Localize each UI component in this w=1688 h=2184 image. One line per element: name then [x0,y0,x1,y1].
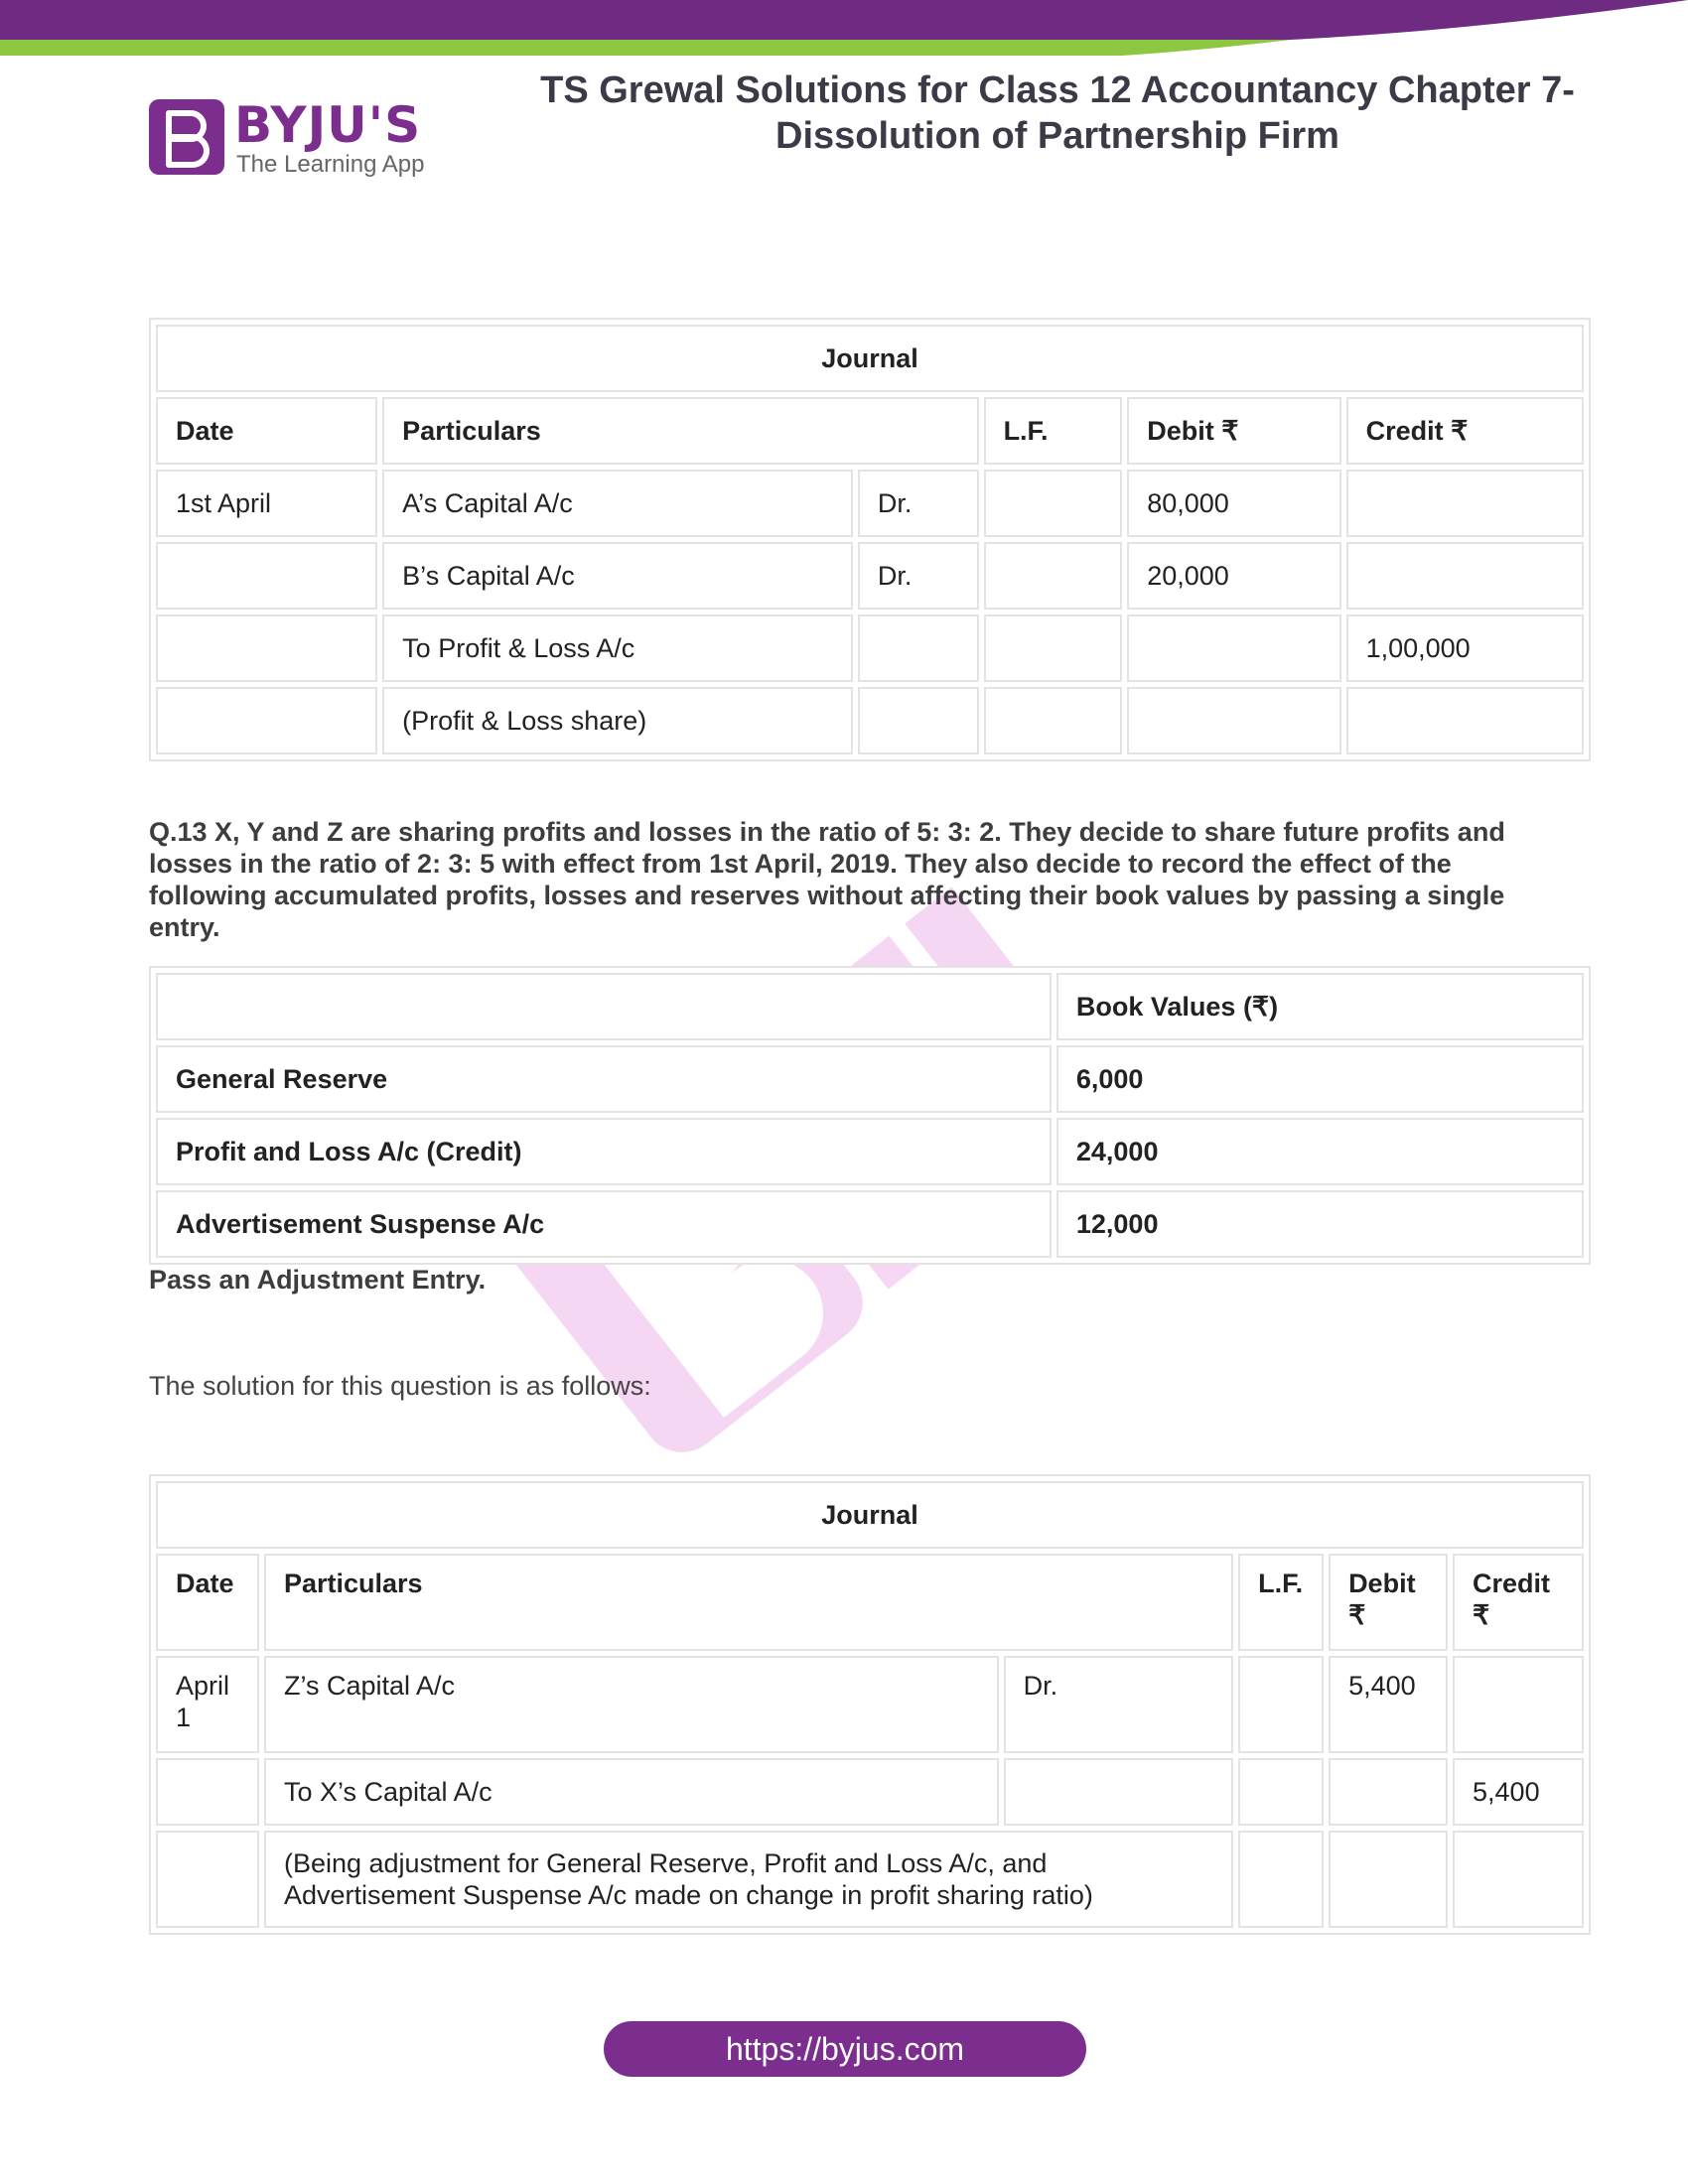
cell-credit [1346,470,1584,537]
cell-debit [1329,1758,1448,1826]
cell-lf [1238,1758,1324,1826]
cell-date [156,614,377,682]
header-lf: L.F. [1238,1554,1324,1651]
table-row [156,542,1584,610]
cell-dr [858,614,979,682]
header-lf: L.F. [984,397,1123,465]
cell-debit: 20,000 [1127,542,1340,610]
header-book-values: Book Values (₹) [1056,973,1584,1040]
solution-intro: The solution for this question is as follows: [149,1371,651,1401]
empty-header-cell [156,973,1052,1040]
cell-date [156,1758,259,1826]
journal-table-2 [149,1474,1591,1935]
question-text: Q.13 X, Y and Z are sharing profits and losses in the ratio of 5: 3: 2. They decide to share future profits and losses in the ratio of 2: 3: 5 with effect from 1st April, 2019. They also decide to record the effect of the following accumulated profits, losses and reserves without affecting their book values by passing a single entry. [149,817,1505,942]
cell-particulars: B’s Capital A/c [382,542,853,610]
byjus-link-button[interactable]: https://byjus.com [604,2021,1086,2077]
header-date: Date [156,397,377,465]
brand-name: BYJU'S [234,96,422,154]
cell-value: 12,000 [1056,1190,1584,1258]
cell-credit-empty [1453,1831,1584,1928]
journal-header-row [156,397,1584,465]
cell-credit [1346,687,1584,754]
byjus-logo-icon [147,97,226,177]
cell-dr [858,687,979,754]
journal-title: Journal [156,325,1584,392]
cell-lf [984,687,1123,754]
cell-credit: 5,400 [1453,1758,1584,1826]
cell-dr [1004,1758,1233,1826]
cell-item: Advertisement Suspense A/c [156,1190,1052,1258]
instruction-text: Pass an Adjustment Entry. [149,1265,487,1295]
header-date: Date [156,1554,259,1651]
journal-header-row [156,1554,1584,1651]
cell-particulars: To Profit & Loss A/c [382,614,853,682]
cell-item: General Reserve [156,1045,1052,1113]
table-row [156,470,1584,537]
cell-item: Profit and Loss A/c (Credit) [156,1118,1052,1185]
header-debit: Debit ₹ [1329,1554,1448,1651]
header-debit: Debit ₹ [1127,397,1340,465]
cell-particulars: (Profit & Loss share) [382,687,853,754]
header-band [0,0,1688,62]
cell-lf [984,470,1123,537]
book-values-table [149,966,1591,1265]
cell-credit: 1,00,000 [1346,614,1584,682]
cell-debit: 5,400 [1329,1656,1448,1753]
cell-debit [1127,614,1340,682]
header-credit: Credit ₹ [1453,1554,1584,1651]
cell-date: 1st April [156,470,377,537]
cell-lf [1238,1656,1324,1753]
cell-value: 24,000 [1056,1118,1584,1185]
table-row [156,687,1584,754]
cell-lf [984,614,1123,682]
journal-table-1 [149,318,1591,761]
journal-title: Journal [156,1481,1584,1549]
brand-tagline: The Learning App [236,151,425,178]
cell-particulars: To X’s Capital A/c [264,1758,999,1826]
header-particulars: Particulars [264,1554,1233,1651]
page-title-line-2: Dissolution of Partnership Firm [775,115,1339,157]
table-row [156,1045,1584,1113]
table-row [156,1831,1584,1928]
journal-title-row [156,1481,1584,1549]
cell-narration: (Being adjustment for General Reserve, Profit and Loss A/c, and Advertisement Suspense A/c made on change in profit sharing ratio) [264,1831,1233,1928]
table-row [156,614,1584,682]
table-row [156,1656,1584,1753]
table-row [156,1118,1584,1185]
cell-particulars: A’s Capital A/c [382,470,853,537]
cell-debit-empty [1329,1831,1448,1928]
cell-date: April 1 [156,1656,259,1753]
byjus-logo[interactable] [147,95,435,185]
header-credit: Credit ₹ [1346,397,1584,465]
cell-dr: Dr. [1004,1656,1233,1753]
book-values-header-row [156,973,1584,1040]
page-title-line-1: TS Grewal Solutions for Class 12 Accountancy Chapter 7- [540,69,1575,111]
cell-lf-empty [1238,1831,1324,1928]
table-row [156,1190,1584,1258]
cell-date-empty [156,1831,259,1928]
cell-particulars: Z’s Capital A/c [264,1656,999,1753]
cell-value: 6,000 [1056,1045,1584,1113]
cell-debit [1127,687,1340,754]
cell-debit: 80,000 [1127,470,1340,537]
journal-title-row [156,325,1584,392]
cell-dr: Dr. [858,542,979,610]
cell-credit [1453,1656,1584,1753]
header-particulars: Particulars [382,397,978,465]
cell-date [156,542,377,610]
cell-date [156,687,377,754]
table-row [156,1758,1584,1826]
cell-credit [1346,542,1584,610]
cell-lf [984,542,1123,610]
page-title [467,68,1648,159]
cell-dr: Dr. [858,470,979,537]
